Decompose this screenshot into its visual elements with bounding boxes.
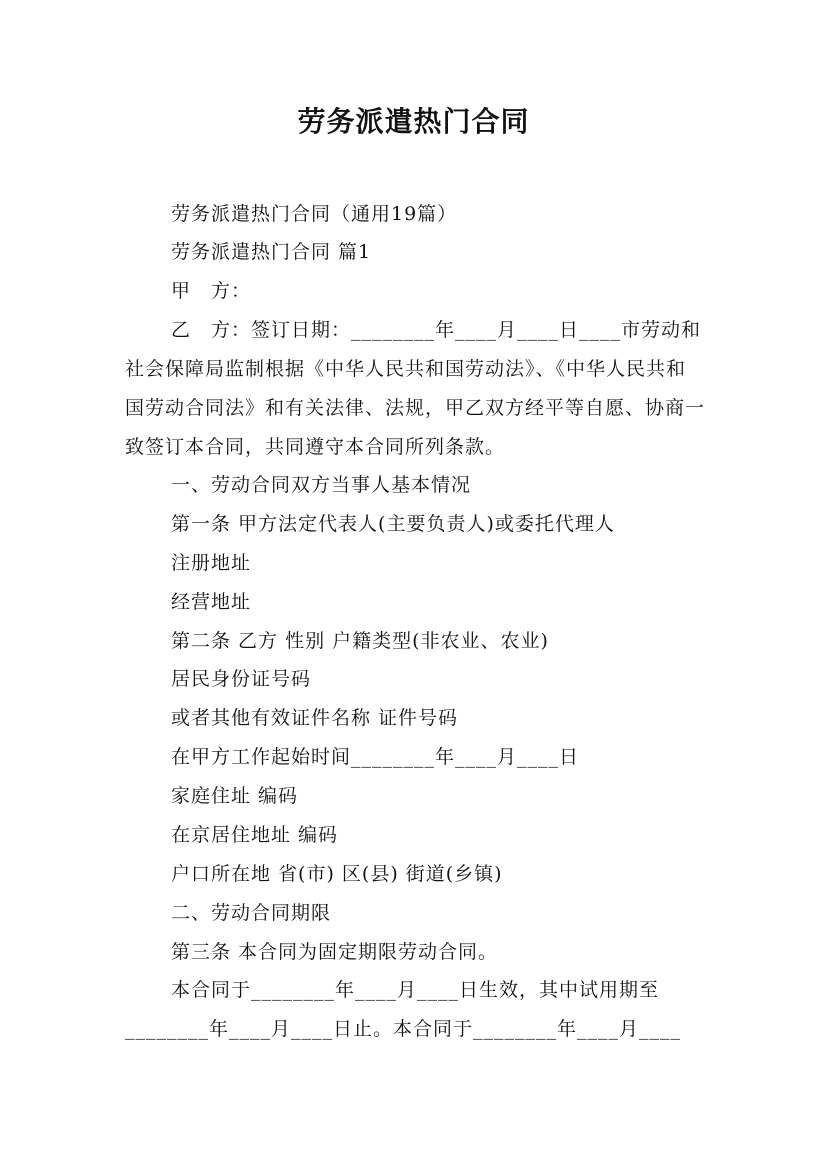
paragraph-registered-address: 注册地址 bbox=[171, 552, 252, 574]
paragraph-article-heading: 劳务派遣热门合同 篇1 bbox=[171, 241, 372, 263]
paragraph-beijing-address: 在京居住地址 编码 bbox=[171, 824, 339, 846]
paragraph-home-address: 家庭住址 编码 bbox=[171, 785, 299, 807]
paragraph-section-1: 一、劳动合同双方当事人基本情况 bbox=[171, 474, 472, 496]
paragraph-subtitle: 劳务派遣热门合同（通用19篇） bbox=[171, 203, 458, 225]
paragraph-party-a: 甲 方： bbox=[171, 280, 252, 302]
paragraph-business-address: 经营地址 bbox=[171, 591, 252, 613]
paragraph-other-id: 或者其他有效证件名称 证件号码 bbox=[171, 707, 459, 729]
paragraph-id-number: 居民身份证号码 bbox=[171, 668, 312, 690]
paragraph-effective-date: 本合同于________年____月____日生效，其中试用期至________年____月____日止。本合同于________年____月____ bbox=[125, 979, 682, 1040]
paragraph-start-date: 在甲方工作起始时间________年____月____日 bbox=[171, 746, 580, 768]
paragraph-clause-3: 第三条 本合同为固定期限劳动合同。 bbox=[171, 941, 499, 963]
paragraph-clause-1: 第一条 甲方法定代表人(主要负责人)或委托代理人 bbox=[171, 513, 615, 535]
document-title: 劳务派遣热门合同 bbox=[297, 105, 530, 138]
paragraph-section-2: 二、劳动合同期限 bbox=[171, 902, 332, 924]
paragraph-party-b: 乙 方：签订日期：________年____月____日____市劳动和社会保障局监制根据《中华人民共和国劳动法》、《中华人民共和国劳动合同法》和有关法律、法规，甲乙双方经平等自愿、协商一致签订本合同，共同遵守本合同所列条款。 bbox=[125, 319, 706, 458]
paragraph-clause-2: 第二条 乙方 性别 户籍类型(非农业、农业) bbox=[171, 630, 549, 652]
paragraph-hukou: 户口所在地 省(市) 区(县) 街道(乡镇) bbox=[171, 863, 503, 885]
